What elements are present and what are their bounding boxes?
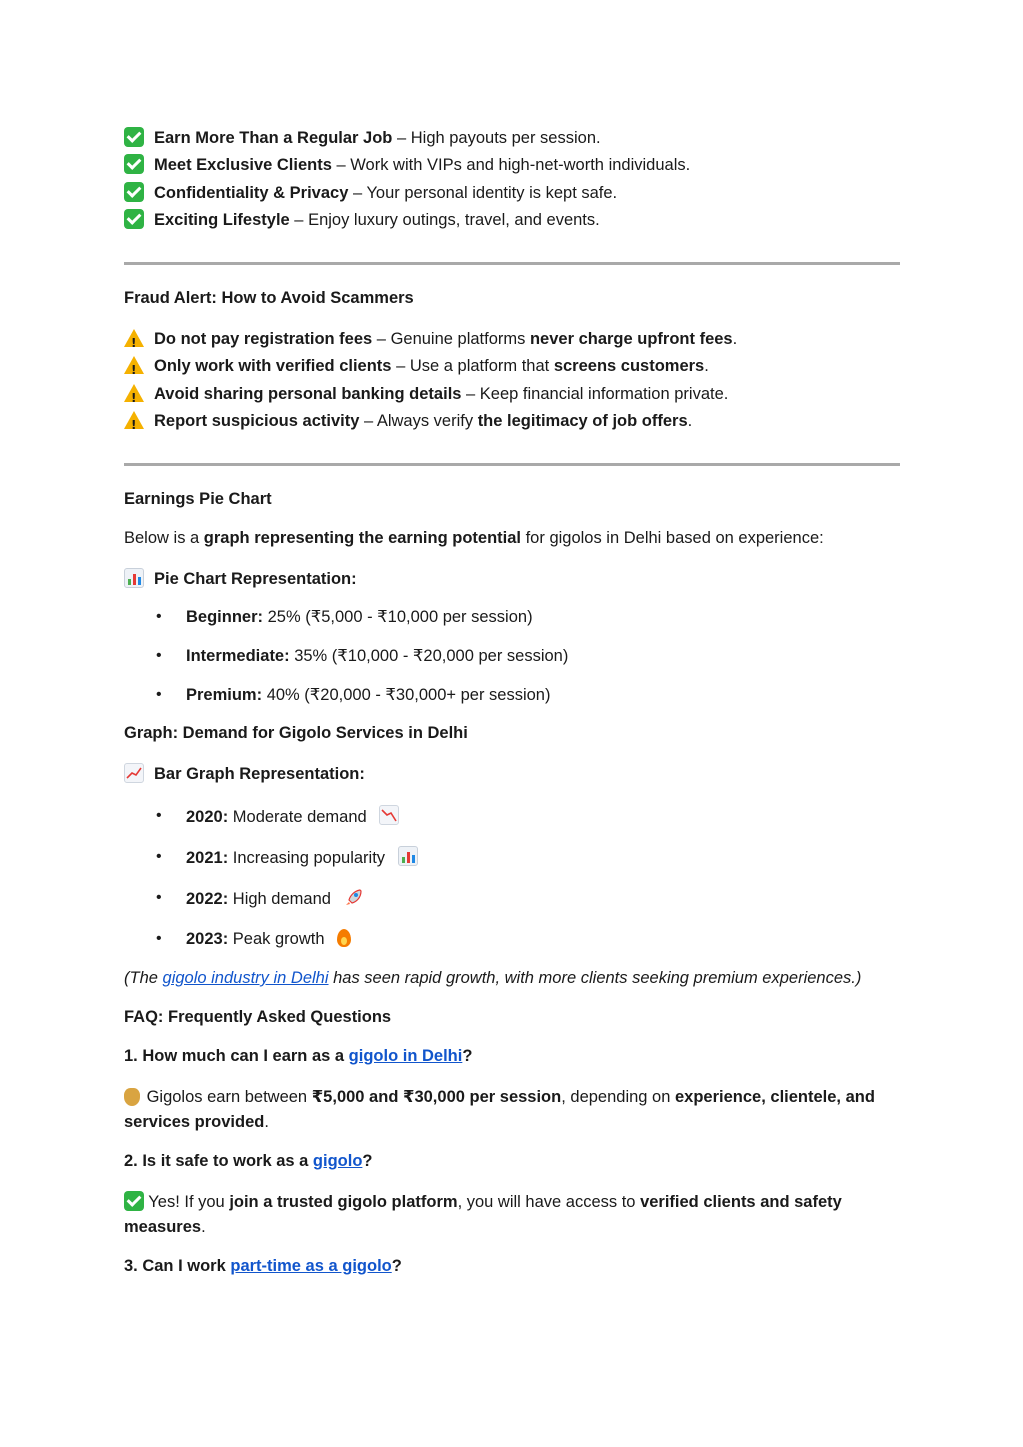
benefit-item: Exciting Lifestyle – Enjoy luxury outings, travel, and events. [124, 209, 600, 231]
bar-chart-icon [398, 846, 418, 866]
warning-icon [124, 329, 144, 347]
faq-question: 3. Can I work part-time as a gigolo? [124, 1257, 402, 1275]
faq-heading: FAQ: Frequently Asked Questions [124, 1008, 392, 1026]
check-mark-icon [124, 182, 144, 202]
bullet-icon: • [156, 647, 162, 664]
horizontal-divider [124, 262, 900, 265]
horizontal-divider [124, 463, 900, 466]
gigolo-link[interactable]: gigolo [312, 1152, 363, 1170]
graph-note: (The gigolo industry in Delhi has seen rapid growth, with more clients seeking premium experiences.) [124, 969, 862, 987]
bullet-icon: • [156, 608, 162, 625]
bullet-icon: • [156, 686, 162, 703]
fraud-item: !Avoid sharing personal banking details – Keep financial information private. [124, 383, 728, 405]
bar-chart-icon [124, 568, 144, 588]
warning-icon [124, 384, 144, 402]
faq-answer-cont: services provided. [124, 1113, 269, 1131]
pie-intro: Below is a graph representing the earning potential for gigolos in Delhi based on experience: [124, 529, 824, 547]
gigolo-in-delhi-link[interactable]: gigolo in Delhi [348, 1047, 463, 1065]
graph-subheading: Bar Graph Representation: [124, 763, 365, 785]
faq-question: 1. How much can I earn as a gigolo in Delhi? [124, 1047, 473, 1065]
pie-heading: Earnings Pie Chart [124, 490, 272, 508]
rocket-icon [344, 887, 364, 907]
bullet-icon: • [156, 807, 162, 824]
faq-answer-cont: measures. [124, 1218, 206, 1236]
bullet-icon: • [156, 889, 162, 906]
chart-decreasing-icon [379, 805, 399, 825]
faq-answer: Yes! If you join a trusted gigolo platform, you will have access to verified clients and safety [124, 1191, 842, 1213]
check-mark-icon [124, 154, 144, 174]
bullet-icon: • [156, 848, 162, 865]
money-bag-icon [124, 1088, 140, 1106]
part-time-gigolo-link[interactable]: part-time as a gigolo [230, 1257, 392, 1275]
fraud-item: !Report suspicious activity – Always verify the legitimacy of job offers. [124, 410, 692, 432]
fraud-item: !Only work with verified clients – Use a platform that screens customers. [124, 355, 709, 377]
warning-icon [124, 356, 144, 374]
check-mark-icon [124, 1191, 144, 1211]
gigolo-industry-link[interactable]: gigolo industry in Delhi [162, 969, 329, 987]
benefit-item: Meet Exclusive Clients – Work with VIPs and high-net-worth individuals. [124, 154, 690, 176]
faq-answer: Gigolos earn between ₹5,000 and ₹30,000 per session, depending on experience, clientele, and [124, 1086, 875, 1108]
fraud-heading: Fraud Alert: How to Avoid Scammers [124, 289, 414, 307]
check-mark-icon [124, 127, 144, 147]
check-mark-icon [124, 209, 144, 229]
fire-icon [337, 929, 351, 947]
fraud-item: !Do not pay registration fees – Genuine platforms never charge upfront fees. [124, 328, 737, 350]
benefit-item: Confidentiality & Privacy – Your personal identity is kept safe. [124, 182, 617, 204]
graph-heading: Graph: Demand for Gigolo Services in Delhi [124, 724, 468, 742]
faq-question: 2. Is it safe to work as a gigolo? [124, 1152, 373, 1170]
benefit-item: Earn More Than a Regular Job – High payouts per session. [124, 127, 601, 149]
warning-icon [124, 411, 144, 429]
pie-subheading: Pie Chart Representation: [124, 568, 357, 590]
bullet-icon: • [156, 930, 162, 947]
chart-increasing-icon [124, 763, 144, 783]
